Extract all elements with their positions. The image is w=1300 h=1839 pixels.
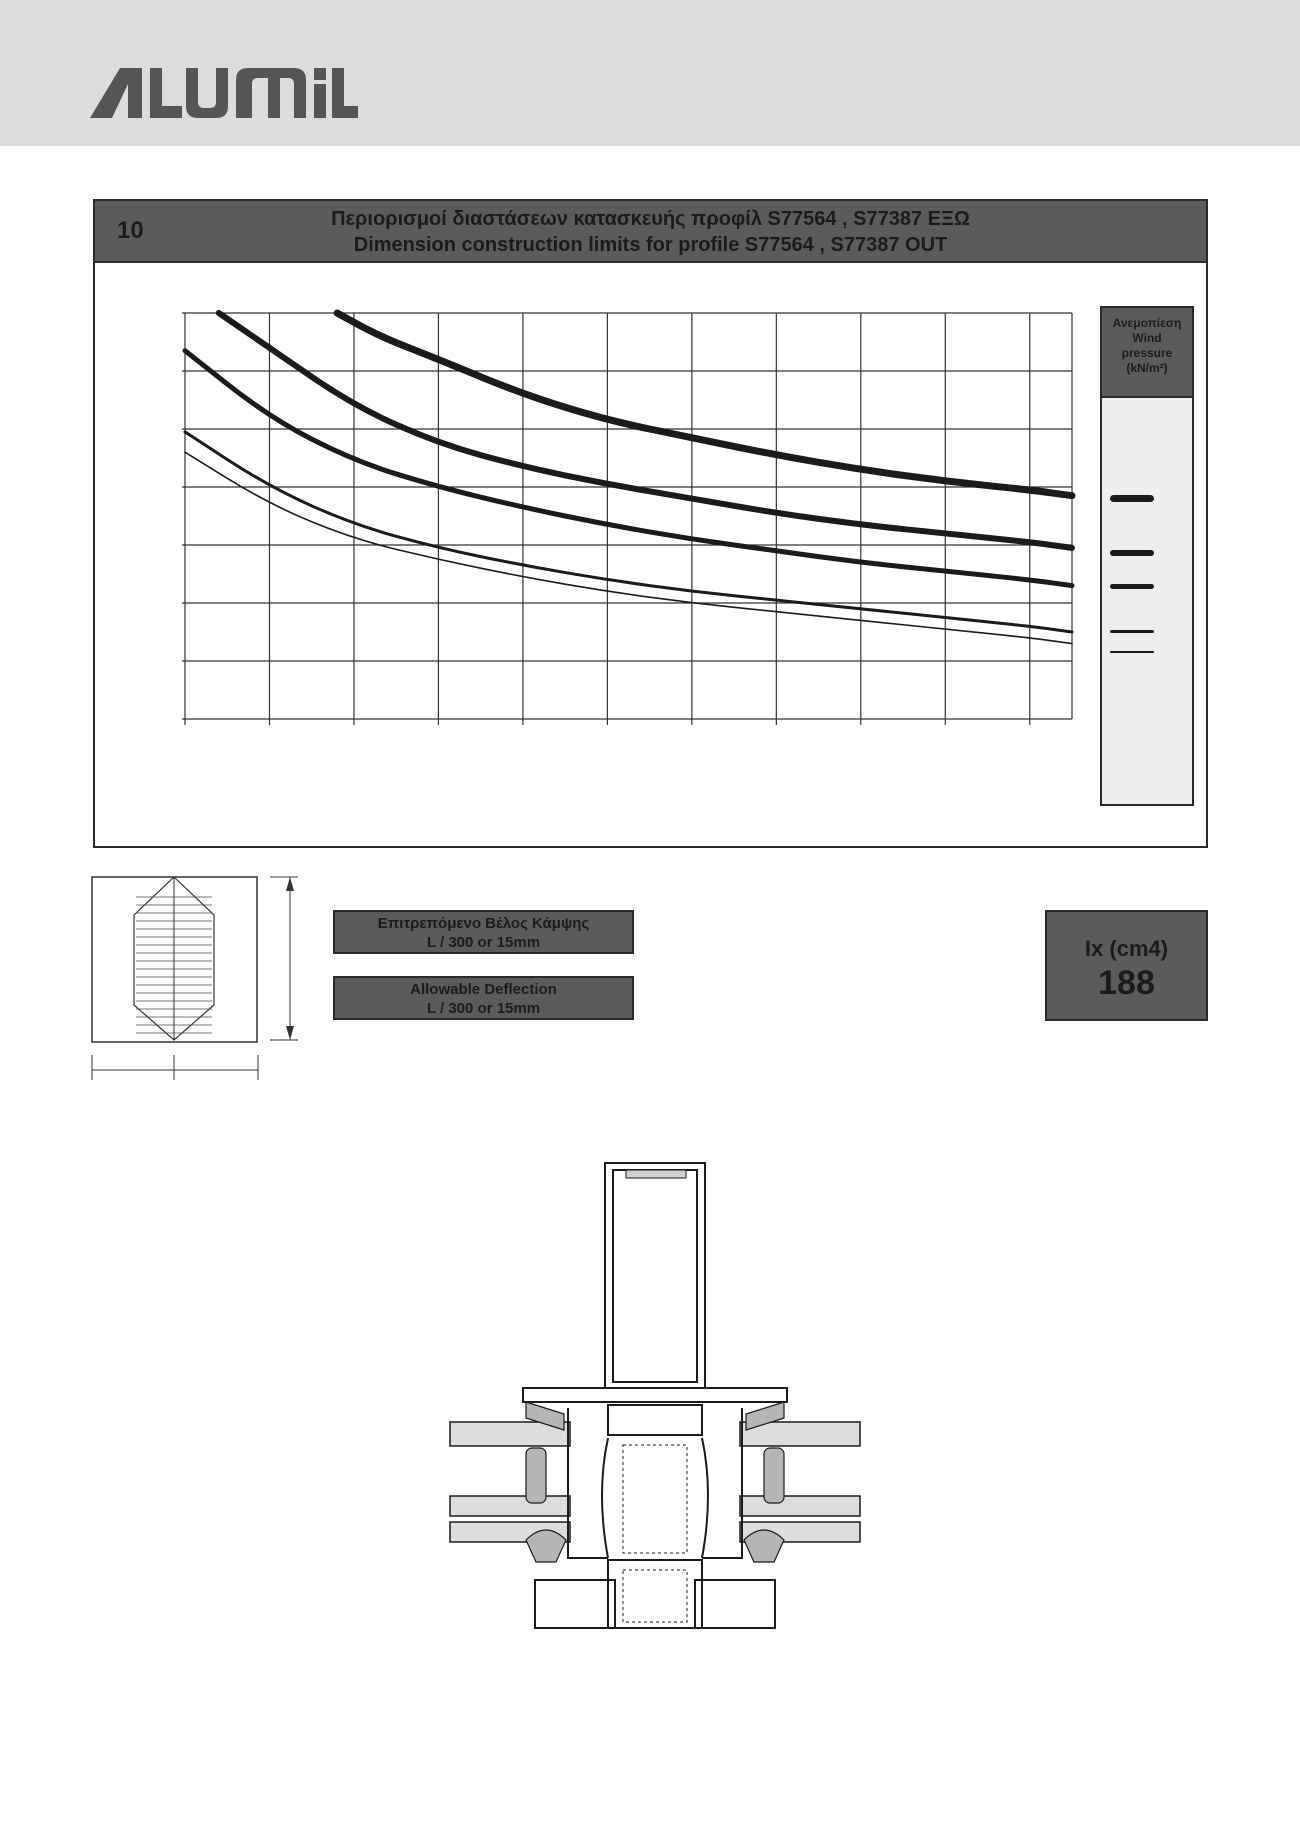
profile-section-drawing: [448, 1160, 868, 1640]
chart-title-greek: Περιορισμοί διαστάσεων κατασκευής προφίλ S77564 , S77387 ΕΞΩ: [331, 208, 970, 230]
window-elevation-diagram: [90, 875, 265, 1080]
inertia-box: [1045, 910, 1208, 1021]
deflection-title-greek: Επιτρεπόμενο Βέλος Κάμψης: [377, 915, 590, 932]
deflection-label-english: [333, 976, 634, 1020]
legend-title-line: Wind: [1132, 331, 1162, 345]
legend: [1100, 306, 1194, 806]
legend-swatch-curve-4: [1110, 630, 1154, 633]
chart-series: [185, 313, 1072, 644]
series-line-curve-1: [337, 313, 1072, 496]
chart-panel: [93, 199, 1208, 848]
alumil-logo: [90, 60, 360, 130]
deflection-label-greek: [333, 910, 634, 954]
line-chart: [95, 201, 1095, 846]
legend-title: [1102, 308, 1192, 398]
legend-title-line: Ανεμοπίεση: [1112, 316, 1182, 330]
deflection-title-english: Allowable Deflection: [410, 981, 557, 998]
legend-swatch-curve-3: [1110, 584, 1154, 589]
legend-swatch-curve-1: [1110, 495, 1154, 502]
legend-swatch-curve-5: [1110, 651, 1154, 653]
legend-swatch-curve-2: [1110, 550, 1154, 556]
inertia-value: 188: [1098, 964, 1155, 1002]
legend-title-line: (kN/m²): [1126, 361, 1168, 375]
inertia-label: Ix (cm4): [1084, 936, 1169, 961]
height-dimension-arrow: [270, 875, 300, 1045]
legend-title-line: pressure: [1121, 346, 1173, 360]
chart-title-english: Dimension construction limits for profile S77564 , S77387 OUT: [353, 234, 948, 256]
deflection-value-greek: L / 300 or 15mm: [426, 934, 541, 951]
chart-grid: [182, 313, 1072, 725]
chart-number: 10: [117, 217, 144, 244]
series-line-curve-3: [185, 351, 1072, 586]
deflection-value-english: L / 300 or 15mm: [426, 1000, 541, 1017]
